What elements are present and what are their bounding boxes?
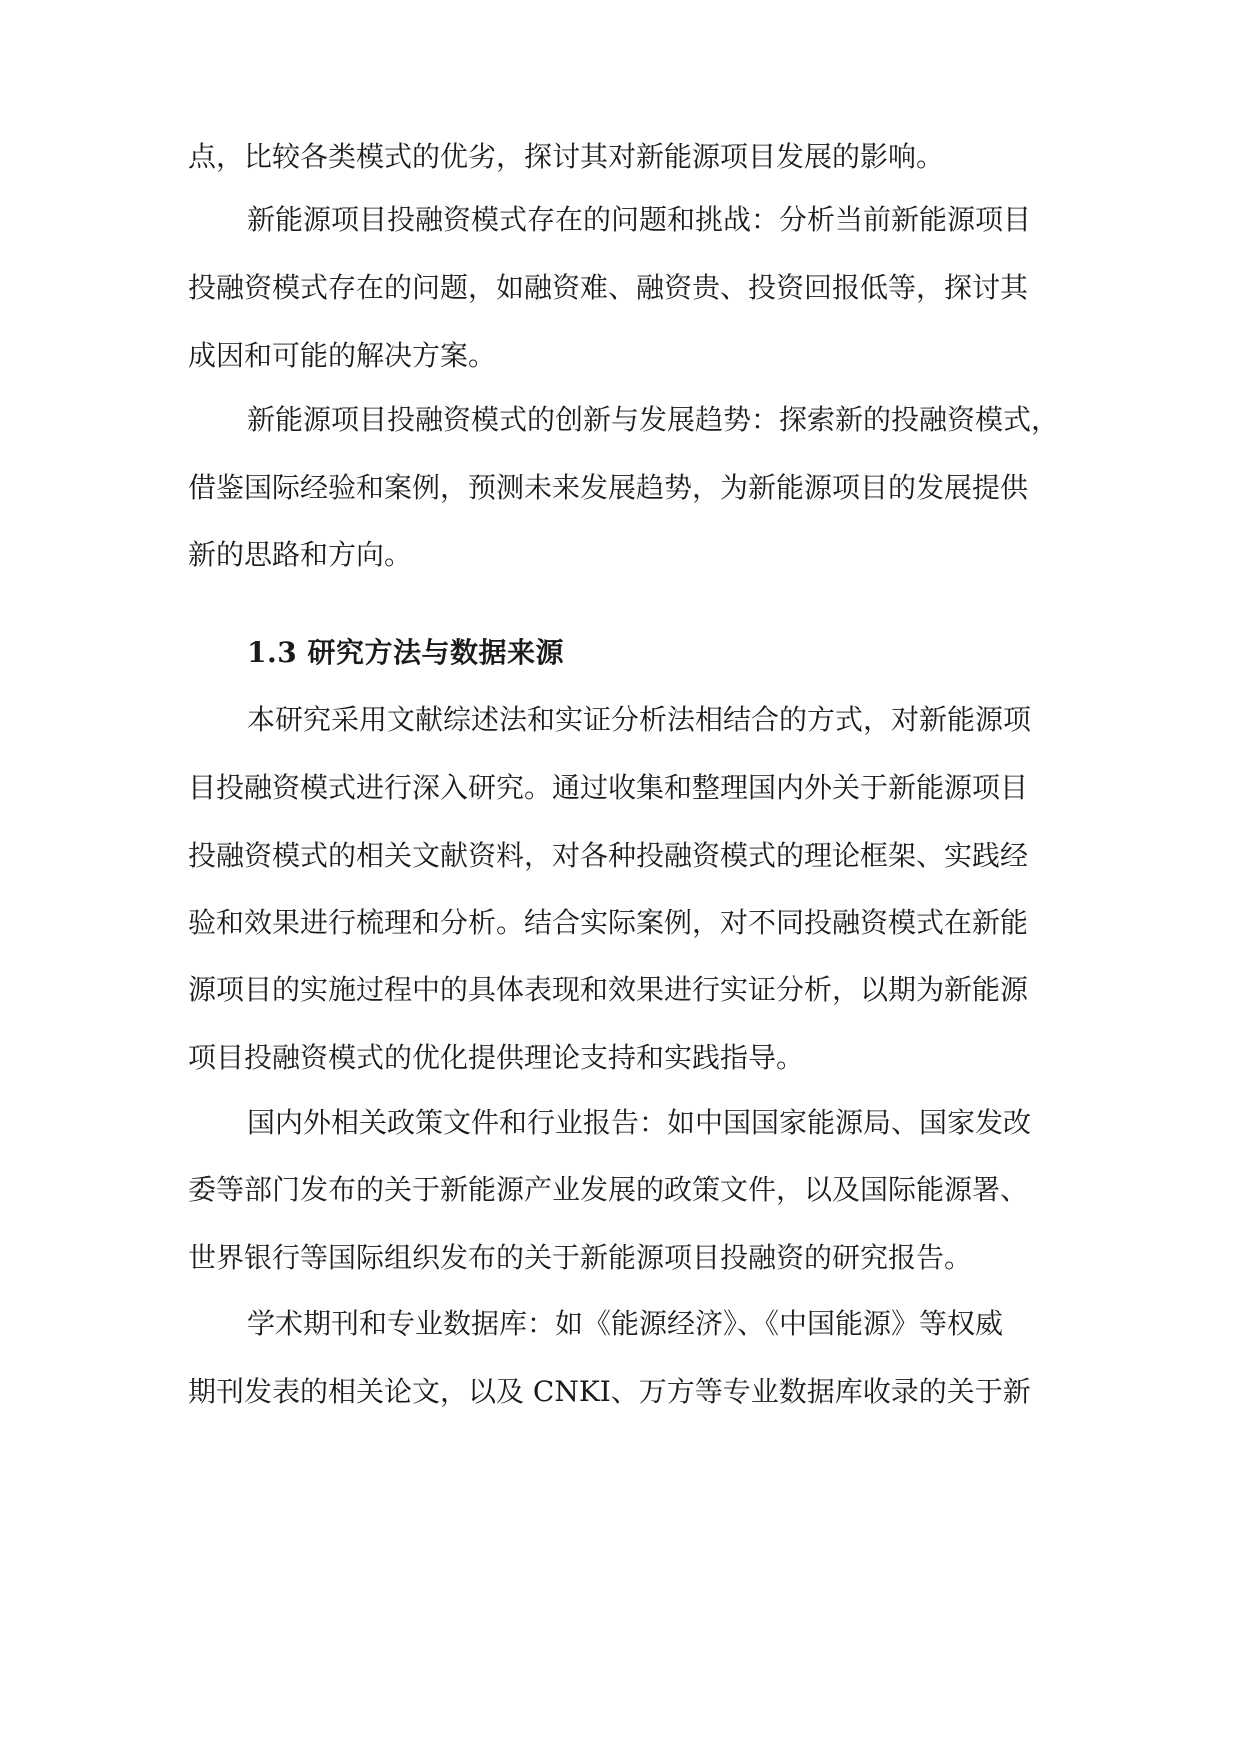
paragraph-4-line-1: 本研究采用文献综述法和实证分析法相结合的方式，对新能源项	[247, 703, 1032, 736]
paragraph-2-line-1: 新能源项目投融资模式存在的问题和挑战：分析当前新能源项目	[247, 203, 1032, 236]
paragraph-5-line-2: 委等部门发布的关于新能源产业发展的政策文件，以及国际能源署、	[188, 1173, 1029, 1206]
paragraph-5-line-1: 国内外相关政策文件和行业报告：如中国国家能源局、国家发改	[247, 1106, 1032, 1139]
paragraph-4-line-5: 源项目的实施过程中的具体表现和效果进行实证分析，以期为新能源	[188, 973, 1029, 1006]
paragraph-6-line-1: 学术期刊和专业数据库：如《能源经济》、《中国能源》等权威	[247, 1307, 1004, 1340]
paragraph-2-line-2: 投融资模式存在的问题，如融资难、融资贵、投资回报低等，探讨其	[188, 271, 1029, 304]
paragraph-5-line-3: 世界银行等国际组织发布的关于新能源项目投融资的研究报告。	[188, 1241, 973, 1274]
paragraph-4-line-3: 投融资模式的相关文献资料，对各种投融资模式的理论框架、实践经	[188, 839, 1029, 872]
paragraph-3-line-1: 新能源项目投融资模式的创新与发展趋势：探索新的投融资模式，	[247, 403, 1060, 436]
paragraph-4-line-6: 项目投融资模式的优化提供理论支持和实践指导。	[188, 1041, 805, 1074]
paragraph-2-line-3: 成因和可能的解决方案。	[188, 339, 497, 372]
paragraph-4-line-2: 目投融资模式进行深入研究。通过收集和整理国内外关于新能源项目	[188, 771, 1029, 804]
section-heading: 1.3 研究方法与数据来源	[247, 636, 564, 669]
paragraph-3-line-3: 新的思路和方向。	[188, 538, 413, 571]
paragraph-6-line-2: 期刊发表的相关论文，以及 CNKI、万方等专业数据库收录的关于新	[188, 1375, 1031, 1408]
paragraph-1-line-1: 点，比较各类模式的优劣，探讨其对新能源项目发展的影响。	[188, 140, 945, 173]
paragraph-4-line-4: 验和效果进行梳理和分析。结合实际案例，对不同投融资模式在新能	[188, 906, 1029, 939]
paragraph-3-line-2: 借鉴国际经验和案例，预测未来发展趋势，为新能源项目的发展提供	[188, 471, 1029, 504]
